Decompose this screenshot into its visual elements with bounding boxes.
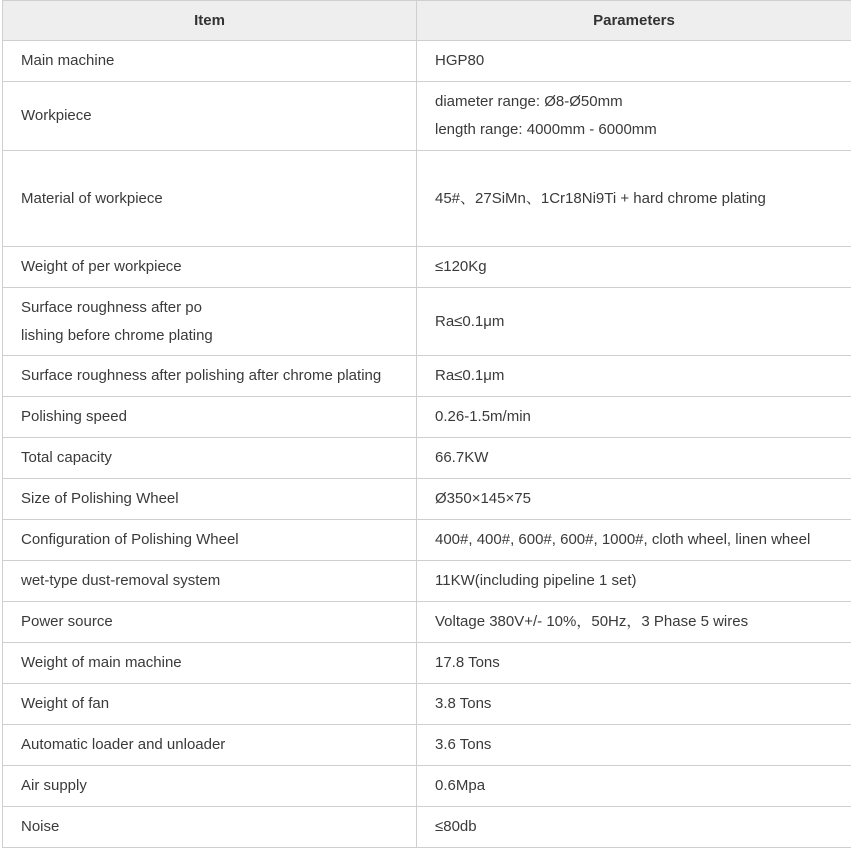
item-text: Power source [21, 613, 113, 630]
parameter-cell [417, 766, 851, 807]
item-text: Size of Polishing Wheel [21, 490, 179, 507]
item-cell [3, 247, 417, 288]
parameter-cell [417, 41, 851, 82]
parameter-text: ≤120Kg [435, 258, 487, 275]
parameter-cell [417, 807, 851, 848]
item-cell [3, 356, 417, 397]
item-cell [3, 643, 417, 684]
parameter-text: Ra≤0.1μm [435, 312, 505, 330]
item-text: Noise [21, 818, 60, 835]
table-row [3, 643, 851, 684]
parameter-text: 0.26-1.5m/min [435, 408, 531, 425]
item-cell [3, 766, 417, 807]
item-text: Weight of fan [21, 695, 110, 712]
item-text: Material of workpiece [21, 189, 163, 207]
item-cell [3, 41, 417, 82]
parameter-text: Voltage 380V+/- 10%，50Hz，3 Phase 5 wires [435, 613, 749, 630]
parameter-cell [417, 82, 851, 151]
parameter-text: 66.7KW [435, 449, 489, 466]
item-cell [3, 602, 417, 643]
item-text: lishing before chrome plating [21, 326, 213, 344]
header-row [3, 1, 851, 41]
table-row [3, 479, 851, 520]
parameter-cell [417, 561, 851, 602]
table-row [3, 397, 851, 438]
item-cell [3, 82, 417, 151]
item-text: Configuration of Polishing Wheel [21, 531, 239, 548]
table-row [3, 725, 851, 766]
table-row [3, 602, 851, 643]
item-cell [3, 438, 417, 479]
parameter-text: 3.6 Tons [435, 736, 492, 753]
table-body [3, 41, 851, 848]
item-text: Main machine [21, 52, 115, 69]
parameter-cell [417, 684, 851, 725]
parameter-cell [417, 479, 851, 520]
item-cell [3, 807, 417, 848]
item-cell [3, 151, 417, 247]
table-row [3, 684, 851, 725]
parameter-cell [417, 643, 851, 684]
table-row [3, 151, 851, 247]
parameter-cell [417, 247, 851, 288]
item-cell [3, 397, 417, 438]
parameter-text: diameter range: Ø8-Ø50mm [435, 93, 623, 110]
parameter-text: 17.8 Tons [435, 654, 500, 671]
item-column-header: Item [3, 1, 417, 41]
item-text: Weight of main machine [21, 654, 182, 671]
parameter-text: 400#, 400#, 600#, 600#, 1000#, cloth wheel, linen wheel [435, 531, 811, 548]
item-cell [3, 479, 417, 520]
parameter-cell [417, 725, 851, 766]
table-row [3, 247, 851, 288]
item-text: Surface roughness after po [21, 298, 202, 316]
parameters-column-header: Parameters [417, 1, 851, 41]
parameter-cell [417, 602, 851, 643]
table-row [3, 356, 851, 397]
item-cell [3, 520, 417, 561]
parameter-cell [417, 356, 851, 397]
item-text: wet-type dust-removal system [21, 572, 221, 589]
item-text: Air supply [21, 777, 87, 794]
item-cell [3, 725, 417, 766]
parameter-text: Ø350×145×75 [435, 490, 531, 507]
parameter-text: HGP80 [435, 52, 485, 69]
parameter-cell [417, 438, 851, 479]
table-row [3, 520, 851, 561]
table-row [3, 41, 851, 82]
table-row [3, 807, 851, 848]
item-cell [3, 288, 417, 356]
table-row [3, 288, 851, 356]
parameter-text: length range: 4000mm - 6000mm [435, 121, 657, 138]
parameters-table [2, 0, 851, 848]
table-row [3, 82, 851, 151]
parameter-text: Ra≤0.1μm [435, 367, 505, 384]
table-row [3, 561, 851, 602]
table-row [3, 438, 851, 479]
item-text: Total capacity [21, 449, 112, 466]
item-text: Weight of per workpiece [21, 258, 182, 275]
parameter-text: 3.8 Tons [435, 695, 492, 712]
parameter-cell [417, 520, 851, 561]
item-text: Workpiece [21, 107, 92, 124]
item-text: Surface roughness after polishing after chrome plating [21, 367, 382, 384]
parameter-text: 45#、27SiMn、1Cr18Ni9Ti + hard chrome plating [435, 189, 766, 207]
parameter-cell [417, 288, 851, 356]
item-text: Automatic loader and unloader [21, 736, 226, 753]
parameter-cell [417, 397, 851, 438]
parameter-cell [417, 151, 851, 247]
item-text: Polishing speed [21, 408, 127, 425]
parameter-text: ≤80db [435, 818, 477, 835]
parameter-text: 0.6Mpa [435, 777, 486, 794]
item-cell [3, 561, 417, 602]
item-cell [3, 684, 417, 725]
table-row [3, 766, 851, 807]
parameter-text: 11KW(including pipeline 1 set) [435, 572, 637, 589]
